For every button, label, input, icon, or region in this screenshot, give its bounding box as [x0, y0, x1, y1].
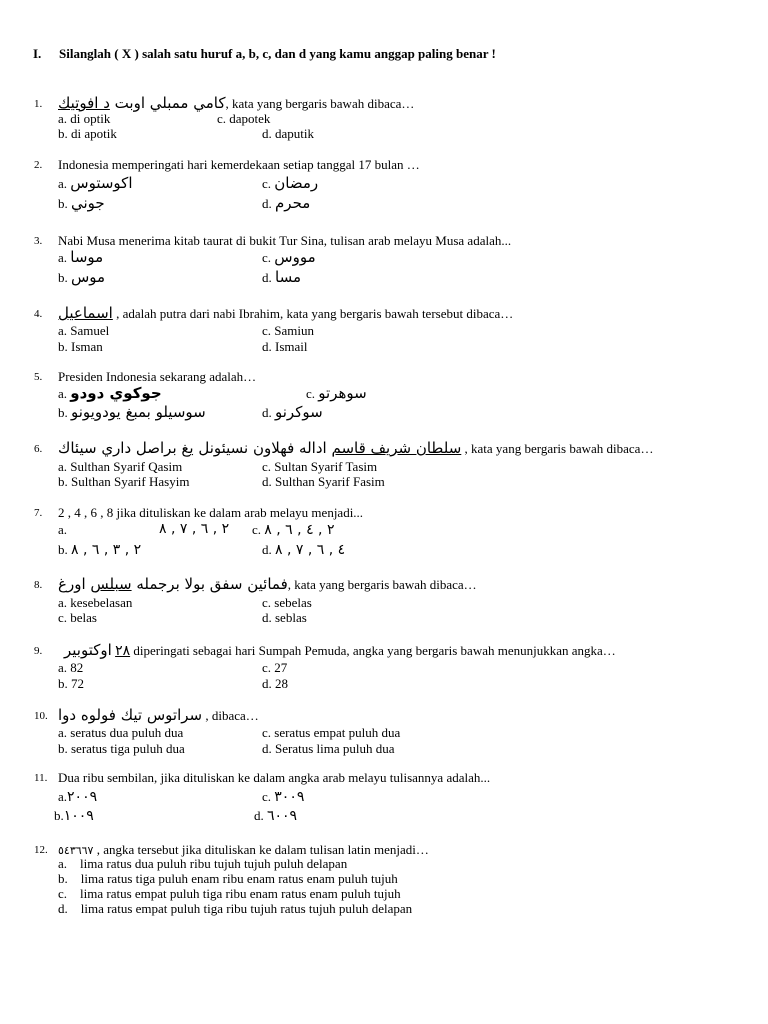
question-stem: اوكتوبير ٢٨ diperingati sebagai hari Sumpah Pemuda, angka yang bergaris bawah menunjukkan angka… [64, 641, 616, 659]
question-number: 12. [34, 844, 48, 856]
question-stem: فمائين سفق بولا برجمله سبلس اورغ , kata yang bergaris bawah dibaca… [58, 575, 477, 593]
option-d[interactable]: d. مسا [262, 268, 301, 286]
question-stem: ٥٤٣٦٦٧ , angka tersebut jika dituliskan ke dalam tulisan latin menjadi… [58, 842, 429, 857]
question-stem: اسماعيل , adalah putra dari nabi Ibrahim, kata yang bergaris bawah tersebut dibaca… [58, 304, 514, 322]
question-number: 6. [34, 443, 43, 455]
question-stem: Nabi Musa menerima kitab taurat di bukit Tur Sina, tulisan arab melayu Musa adalah... [58, 233, 512, 248]
option-d[interactable]: d. ٦٠٠٩ [254, 808, 298, 824]
question-number: 3. [34, 235, 43, 247]
option-a[interactable]: a. lima ratus dua puluh ribu tujuh tujuh puluh delapan [58, 856, 348, 871]
option-b[interactable]: b. Isman [58, 339, 103, 354]
option-c[interactable]: c. ٢ , ٤ , ٦ , ٨ [252, 522, 335, 538]
option-d[interactable]: d. lima ratus empat puluh tiga ribu tujuh ratus tujuh puluh delapan [58, 901, 413, 916]
question-number: 10. [34, 710, 48, 722]
option-d[interactable]: d. محرم [262, 194, 311, 212]
option-c[interactable]: c. مووس [262, 248, 316, 266]
option-a[interactable]: a. اكوستوس [58, 174, 133, 192]
option-c[interactable]: c. Sultan Syarif Tasim [262, 459, 378, 474]
option-c[interactable]: c. seratus empat puluh dua [262, 725, 401, 740]
option-a[interactable]: a. Samuel [58, 323, 110, 338]
arabic-text: سلطان شريف قاسم اداله فهلاون نسيئونل يغ براصل داري سيئاك [58, 439, 462, 457]
question-stem: 2 , 4 , 6 , 8 jika dituliskan ke dalam arab melayu menjadi... [58, 505, 364, 520]
option-a[interactable]: a. 82 [58, 660, 84, 675]
option-d[interactable]: d. سوكرنو [262, 403, 323, 421]
question-stem: Dua ribu sembilan, jika dituliskan ke dalam angka arab melayu tulisannya adalah... [58, 770, 491, 785]
section-number: I. [33, 46, 42, 61]
question-stem: Presiden Indonesia sekarang adalah… [58, 369, 257, 384]
option-d[interactable]: d. Seratus lima puluh dua [262, 741, 395, 756]
question-number: 9. [34, 645, 43, 657]
option-c[interactable]: c. Samiun [262, 323, 314, 338]
question-stem: سراتوس تيك فولوه دوا , dibaca… [58, 706, 259, 724]
arabic-text: كامي ممبلي اوبت د افوتيك [58, 94, 226, 112]
option-a[interactable]: a. جوكوي دودو [58, 384, 162, 402]
option-a[interactable]: a. di optik [58, 111, 111, 126]
question-number: 11. [34, 772, 48, 784]
option-b[interactable]: b. جوني [58, 194, 105, 212]
instruction-header [33, 46, 496, 62]
instruction-text: Silanglah ( X ) salah satu huruf a, b, c, dan d yang kamu anggap paling benar ! [59, 46, 496, 61]
question-number: 7. [34, 507, 43, 519]
question-number: 5. [34, 371, 43, 383]
option-c[interactable]: c. dapotek [217, 111, 271, 126]
option-a[interactable]: a. Sulthan Syarif Qasim [58, 459, 183, 474]
option-b[interactable]: b. 72 [58, 676, 84, 691]
option-c[interactable]: c. sebelas [262, 595, 312, 610]
question-stem: كامي ممبلي اوبت د افوتيك , kata yang bergaris bawah dibaca… [58, 94, 415, 112]
option-b[interactable]: b. lima ratus tiga puluh enam ribu enam ratus enam puluh tujuh [58, 871, 398, 886]
question-stem: سلطان شريف قاسم اداله فهلاون نسيئونل يغ براصل داري سيئاك , kata yang bergaris bawah dibaca… [58, 439, 654, 457]
option-b[interactable]: b. سوسيلو بمبغ يودويونو [58, 403, 206, 421]
option-c[interactable]: c. lima ratus empat puluh tiga ribu enam ratus enam puluh tujuh [58, 886, 401, 901]
option-d[interactable]: d. ٤ , ٦ , ٧ , ٨ [262, 542, 346, 558]
option-b[interactable]: c. belas [58, 610, 97, 625]
question-number: 2. [34, 159, 43, 171]
question-number: 1. [34, 98, 43, 110]
option-d[interactable]: d. Ismail [262, 339, 308, 354]
option-d[interactable]: d. daputik [262, 126, 314, 141]
arabic-text: فمائين سفق بولا برجمله سبلس اورغ [58, 575, 288, 593]
option-b[interactable]: b.١٠٠٩ [54, 808, 94, 824]
option-a[interactable]: a. ٢ , ٦ , ٧ , ٨ [58, 521, 230, 537]
option-c[interactable]: c. سوهرتو [306, 384, 367, 402]
option-c[interactable]: c. ٣٠٠٩ [262, 789, 305, 805]
option-a[interactable]: a.٢٠٠٩ [58, 789, 98, 805]
option-b[interactable]: b. ٢ , ٣ , ٦ , ٨ [58, 542, 142, 558]
option-d[interactable]: d. Sulthan Syarif Fasim [262, 474, 385, 489]
option-a[interactable]: a. kesebelasan [58, 595, 133, 610]
question-stem: Indonesia memperingati hari kemerdekaan setiap tanggal 17 bulan … [58, 157, 420, 172]
option-d[interactable]: d. seblas [262, 610, 307, 625]
option-c[interactable]: c. رمضان [262, 174, 319, 192]
option-b[interactable]: b. seratus tiga puluh dua [58, 741, 185, 756]
option-b[interactable]: b. موس [58, 268, 106, 286]
option-b[interactable]: b. Sulthan Syarif Hasyim [58, 474, 190, 489]
option-a[interactable]: a. موسا [58, 248, 104, 266]
option-b[interactable]: b. di apotik [58, 126, 117, 141]
question-number: 4. [34, 308, 43, 320]
option-c[interactable]: c. 27 [262, 660, 288, 675]
option-a[interactable]: a. seratus dua puluh dua [58, 725, 184, 740]
option-d[interactable]: d. 28 [262, 676, 288, 691]
question-number: 8. [34, 579, 43, 591]
